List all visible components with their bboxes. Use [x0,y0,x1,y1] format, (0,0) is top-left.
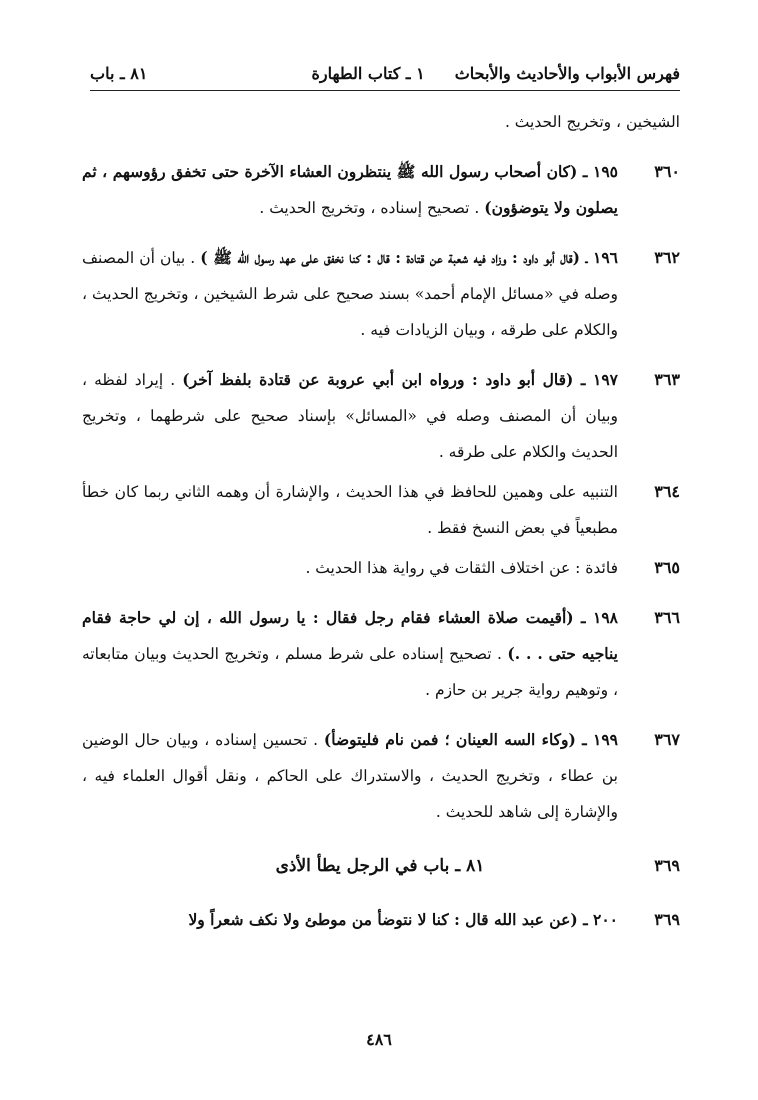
entry-text [82,722,618,830]
entry-description: . تحسين إسناده ، وبيان حال الوضين بن عطاء ، وتخريج الحديث ، والاستدراك على الحاكم ، ونقل أقوال العلماء فيه ، والإشارة إلى شاهد للحديث . [82,731,618,821]
hadith-text: ٢٠٠ ـ (عن عبد الله قال : كنا لا نتوضأ من موطئ ولا نكف شعراً ولا [188,910,618,929]
hadith-text: ١٩٨ ـ (أقيمت صلاة العشاء فقام رجل فقال : يا رسول الله ، إن لي حاجة فقام يناجيه حتى . . .) [82,608,618,663]
header-rule [90,90,680,91]
index-entry [82,154,680,226]
chapter-heading: ٨١ ـ باب في الرجل يطأ الأذى [275,856,485,876]
entry-description: . بيان أن المصنف وصله في «مسائل الإمام أحمد» بسند صحيح على شرط الشيخين ، وتخريج الحديث ، والكلام على طرقه ، وبيان الزيادات فيه . [82,249,618,339]
running-header [90,62,680,92]
page-number: ٣٦٩ [654,856,680,875]
entry-text [82,600,618,708]
continuation-text: الشيخين ، وتخريج الحديث . [504,113,680,131]
page-number: ٣٦٩ [654,910,680,929]
header-chapter: ٨١ ـ باب [90,64,148,83]
hadith-text: ١٩٧ ـ (قال أبو داود : ورواه ابن أبي عروبة عن قتادة بلفظ آخر) [182,370,618,389]
entry-description: فائدة : عن اختلاف الثقات في رواية هذا الحديث . [305,559,618,577]
index-entry [82,902,680,938]
page-number: ٣٦٢ [654,248,680,267]
index-entry [82,722,680,830]
index-entries [82,104,680,938]
hadith-text: ١٩٦ ـ (قال أبو داود : وزاد فيه شعبة عن قتادة : قال : كنا نخفق على عهد رسول الله ﷺ ) [200,248,619,267]
header-title: فهرس الأبواب والأحاديث والأبحاث [454,64,680,83]
page-number: ٣٦٤ [654,482,680,501]
entry-description: . تصحيح إسناده على شرط مسلم ، وتخريج الحديث وبيان متابعاته ، وتوهيم رواية جرير بن حازم . [82,645,618,699]
entry-description: . تصحيح إسناده ، وتخريج الحديث . [259,199,485,217]
entry-description: . إيراد لفظه ، وبيان أن المصنف وصله في «المسائل» بإسناد صحيح على شرطهما ، وتخريج الحديث والكلام على طرقه . [82,371,618,461]
entry-description: التنبيه على وهمين للحافظ في هذا الحديث ، والإشارة أن وهمه الثاني ربما كان خطأ مطبعياً في بعض النسخ فقط . [82,483,618,537]
index-entry [82,474,680,546]
index-entry [82,240,680,348]
entry-text [82,902,618,938]
hadith-text: ١٩٥ ـ (كان أصحاب رسول الله ﷺ ينتظرون العشاء الآخرة حتى تخفق رؤوسهم ، ثم يصلون ولا يتوضؤون) [82,162,618,217]
continuation-line [82,104,680,140]
hadith-text: ١٩٩ ـ (وكاء السه العينان ؛ فمن نام فليتوضأ) [323,730,618,749]
folio-page-number: ٤٨٦ [366,1030,392,1049]
entry-text [82,154,618,226]
index-entry [82,600,680,708]
page-number: ٣٦٣ [654,370,680,389]
header-book: ١ ـ كتاب الطهارة [311,64,425,83]
index-entry [82,362,680,470]
page-number: ٣٦٥ [654,558,680,577]
page-number: ٣٦٦ [654,608,680,627]
index-entry [82,550,680,586]
page-number: ٣٦٧ [654,730,680,749]
chapter-heading-entry [82,848,680,884]
header-title-group [312,64,680,83]
page-number: ٣٦٠ [654,162,680,181]
entry-text [82,240,618,348]
entry-text [82,362,618,470]
